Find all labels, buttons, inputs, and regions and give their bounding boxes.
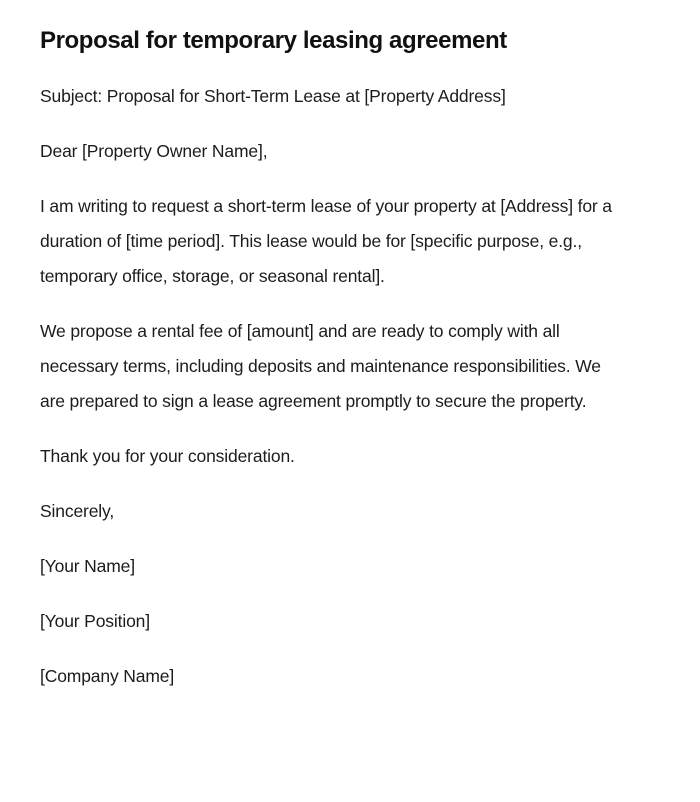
body-paragraph-request: I am writing to request a short-term lease of your property at [Address] for a duration of [time period]. This lease would be for [specific purpose, e.g., temporary office, storage, or seasonal rental]. [40,196,612,286]
closing-thanks: Thank you for your consideration. [40,446,295,466]
page-title: Proposal for temporary leasing agreement [40,27,507,54]
signature-position: [Your Position] [40,611,150,631]
sign-off: Sincerely, [40,501,115,521]
document-body [40,79,660,694]
signature-name: [Your Name] [40,556,135,576]
signature-company: [Company Name] [40,666,175,686]
salutation: Dear [Property Owner Name], [40,141,268,161]
body-paragraph-terms: We propose a rental fee of [amount] and are ready to comply with all necessary terms, including deposits and maintenance responsibilities. We are prepared to sign a lease agreement promptly to secure the property. [40,321,601,411]
subject-line: Subject: Proposal for Short-Term Lease at [Property Address] [40,86,506,106]
